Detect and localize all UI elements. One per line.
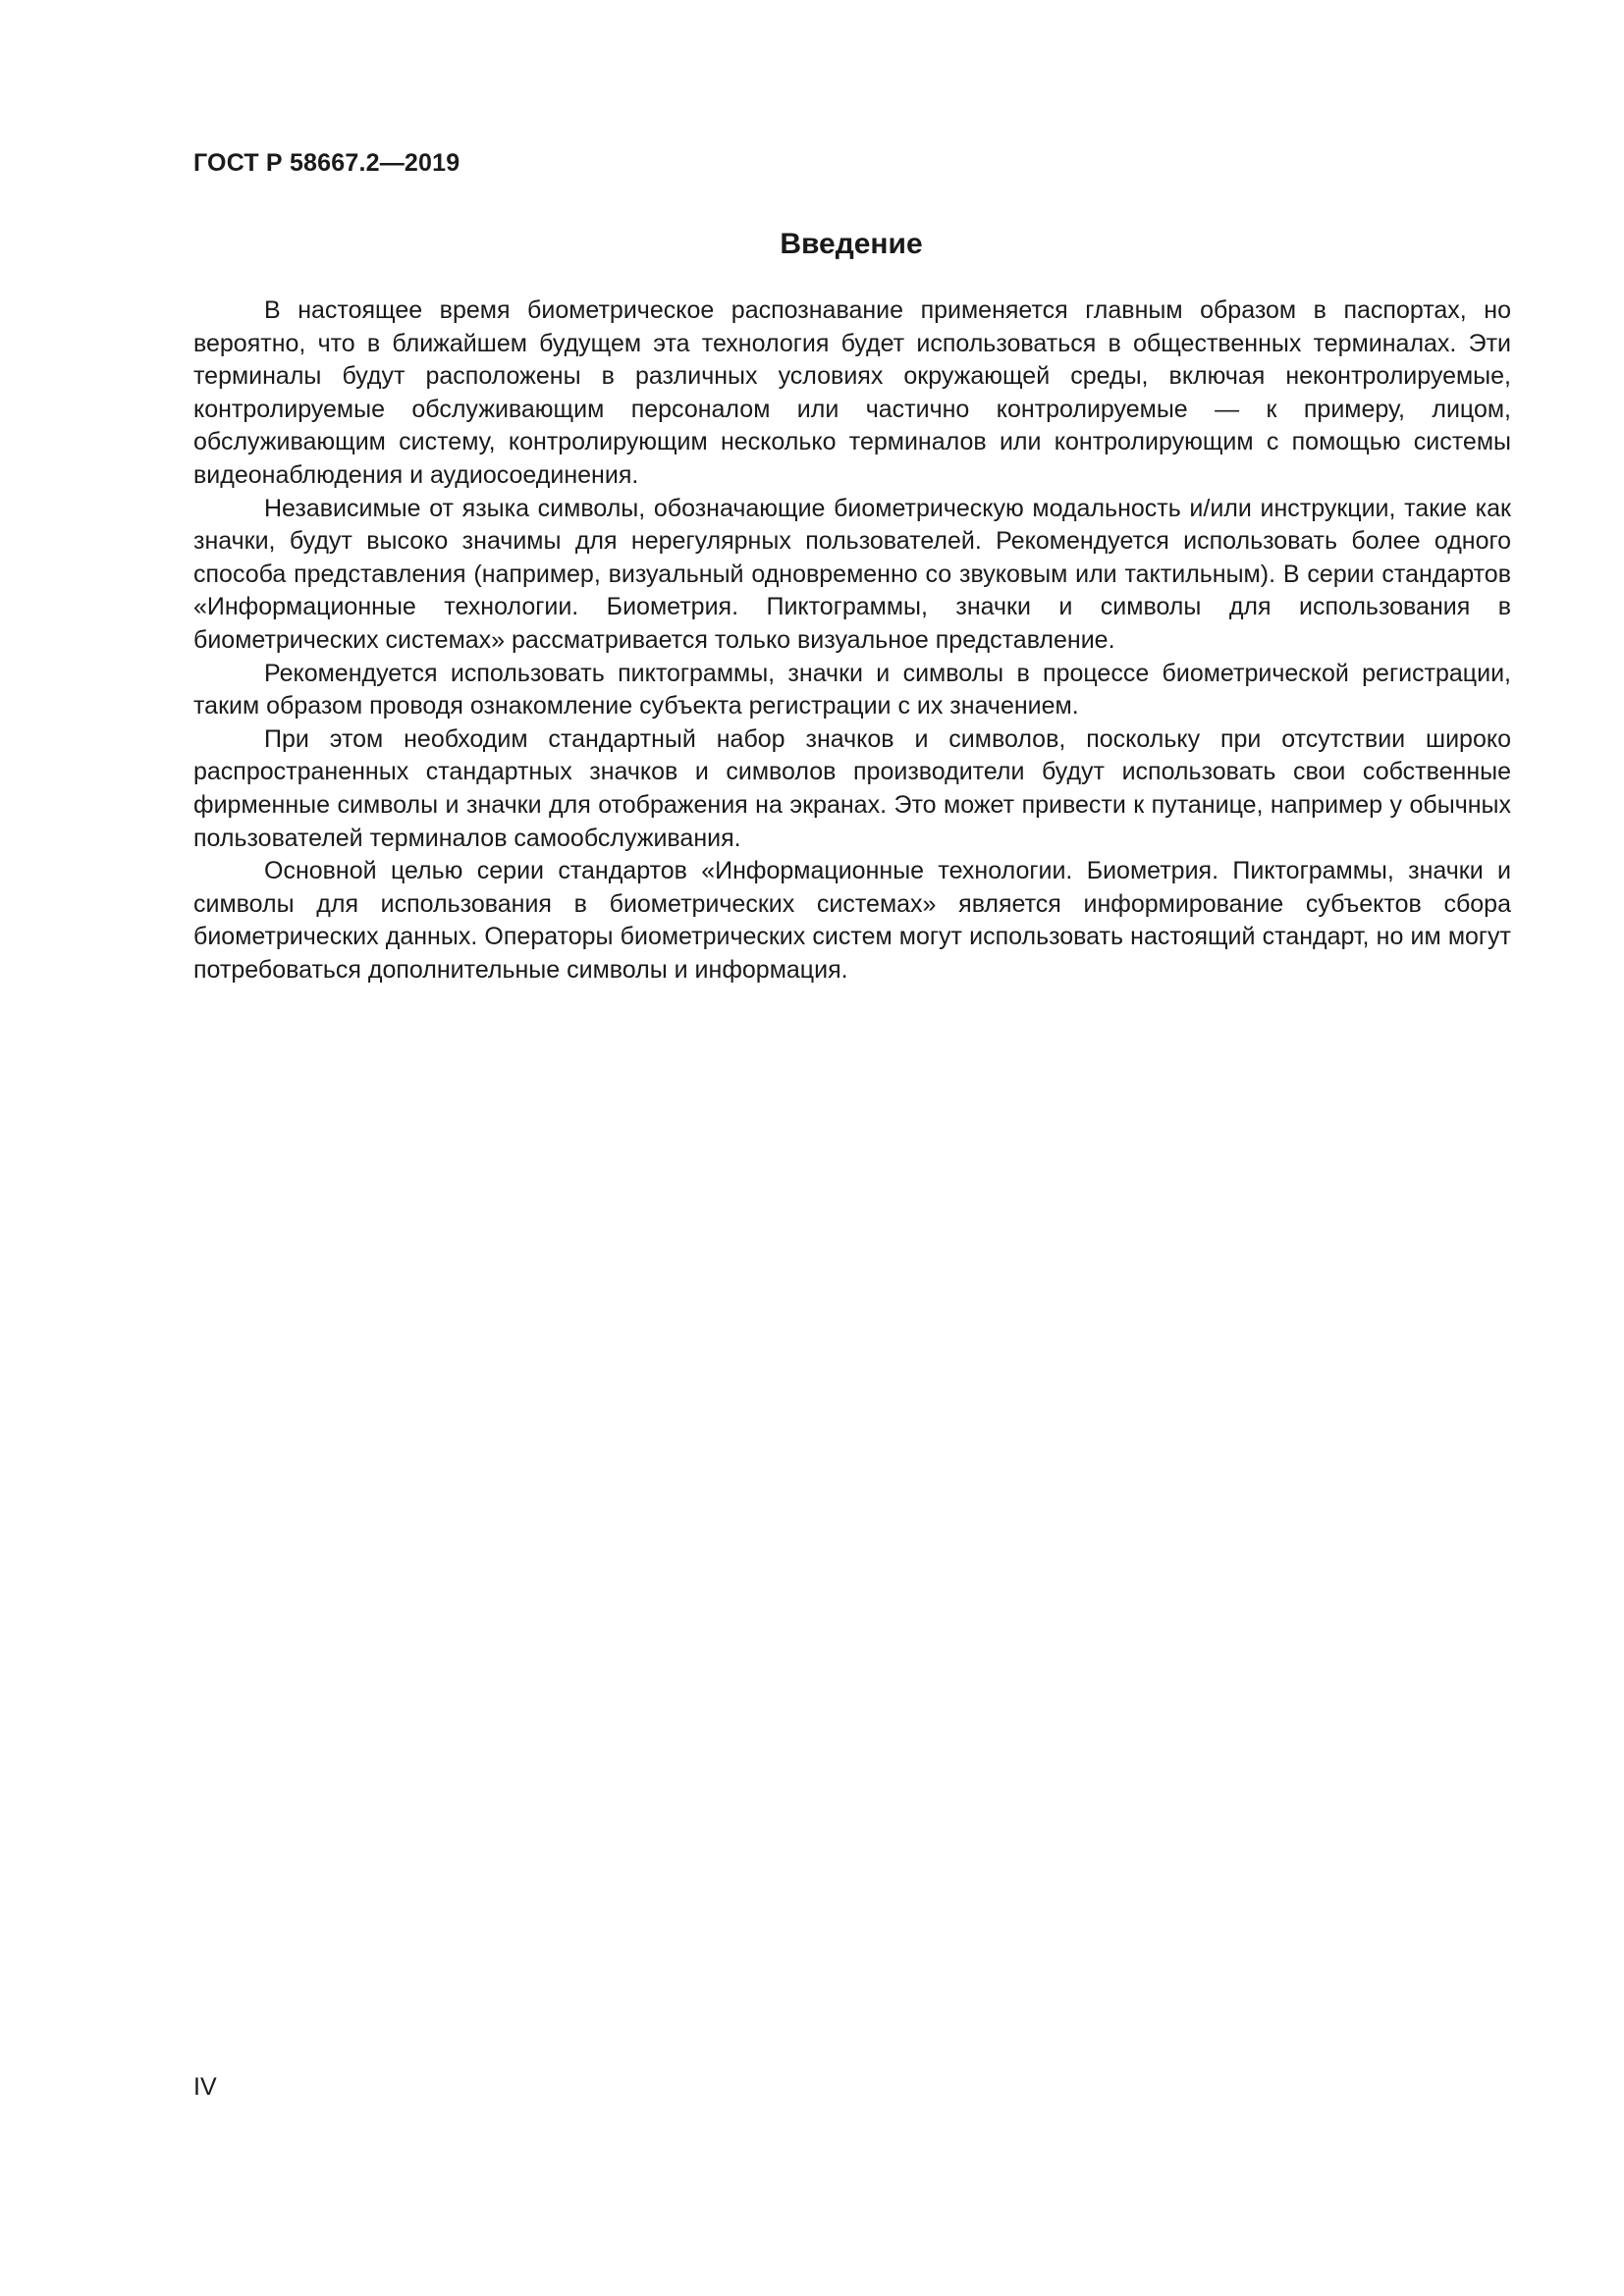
document-code: ГОСТ Р 58667.2—2019 — [193, 149, 460, 177]
paragraph: В настоящее время биометрическое распознавание применяется главным образом в паспортах, но вероятно, что в ближайшем будущем эта технология будет использоваться в общественных терминалах. Эти терминалы будут расположены в различных условиях окружающей среды, включая неконтролируемые, контролируемые обслуживающим персоналом или частично контролируемые — к примеру, лицом, обслуживающим систему, контролирующим несколько терминалов или контролирующим с помощью системы видеонаблюдения и аудиосоединения. — [193, 296, 1511, 489]
paragraph: При этом необходим стандартный набор значков и символов, поскольку при отсутствии широко распространенных стандартных значков и символов производители будут использовать свои собственные фирменные символы и значки для отображения на экранах. Это может привести к путанице, например у обычных пользователей терминалов самообслуживания. — [193, 724, 1511, 852]
body-text — [193, 294, 1511, 987]
paragraph: Основной целью серии стандартов «Информационные технологии. Биометрия. Пиктограммы, значки и символы для использования в биометрических системах» является информирование субъектов сбора биометрических данных. Операторы биометрических систем могут использовать настоящий стандарт, но им могут потребоваться дополнительные символы и информация. — [193, 857, 1511, 984]
section-title: Введение — [780, 228, 923, 260]
page-number: IV — [193, 2073, 217, 2101]
paragraph: Независимые от языка символы, обозначающие биометрическую модальность и/или инструкции, такие как значки, будут высоко значимы для нерегулярных пользователей. Рекомендуется использовать более одного способа представления (например, визуальный одновременно со звуковым или тактильным). В серии стандартов «Информационные технологии. Биометрия. Пиктограммы, значки и символы для использования в биометрических системах» рассматривается только визуальное представление. — [193, 494, 1511, 654]
paragraph: Рекомендуется использовать пиктограммы, значки и символы в процессе биометрической регистрации, таким образом проводя ознакомление субъекта регистрации с их значением. — [193, 659, 1511, 721]
